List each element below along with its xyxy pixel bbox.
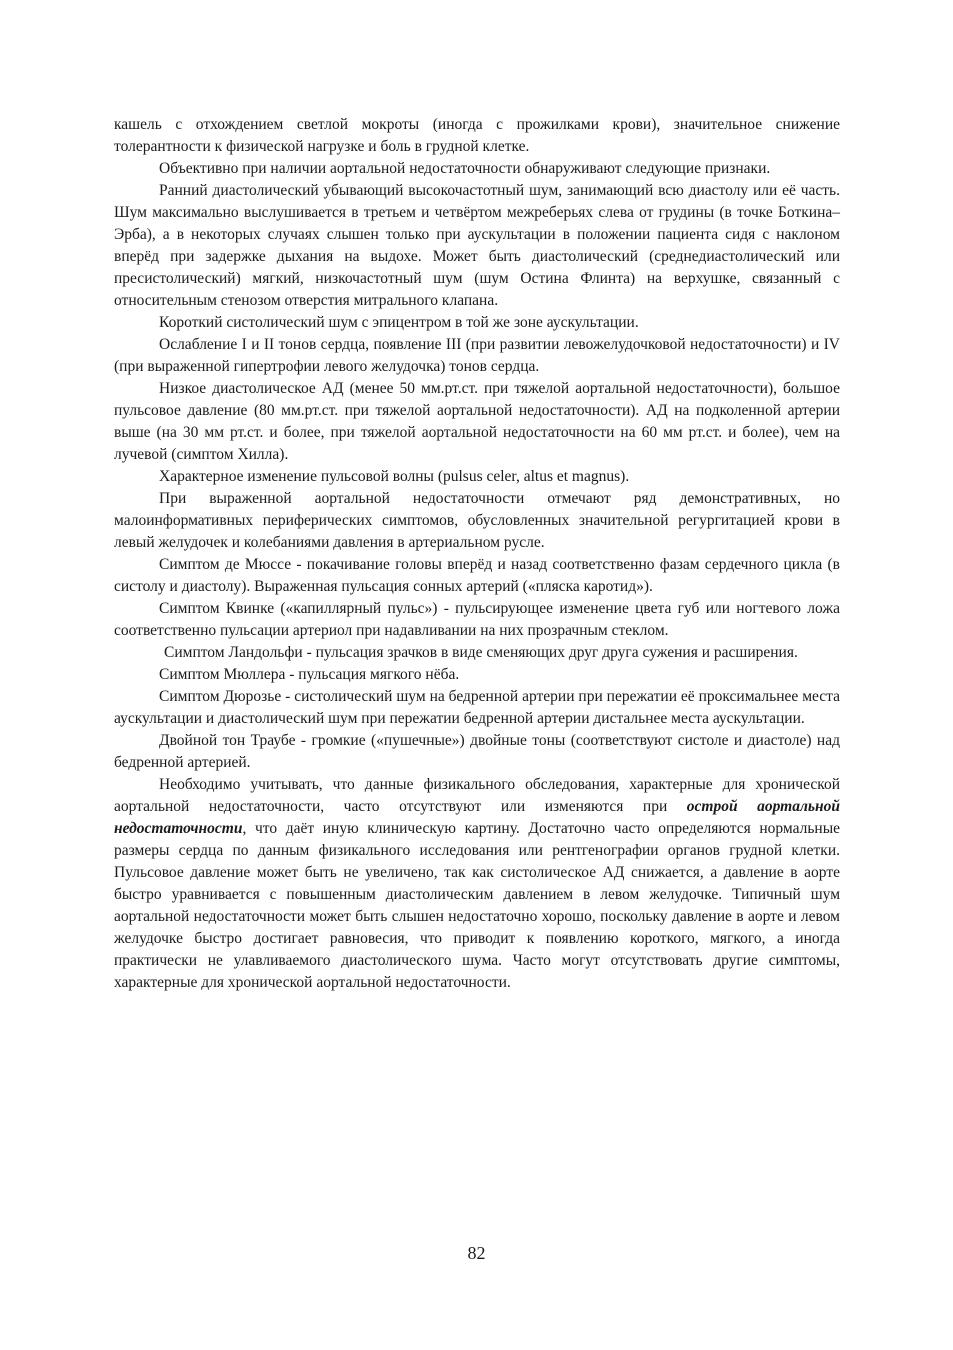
paragraph-landolfi-sign: Симптом Ландольфи - пульсация зрачков в виде сменяющих друг друга сужения и расширения.: [164, 644, 798, 661]
paragraph-musset-sign: Симптом де Мюссе - покачивание головы вперёд и назад соответственно фазам сердечного цикла (в систолу и диастолу). Выраженная пульсация сонных артерий («пляска каротид»).: [114, 556, 840, 595]
page-number: 82: [467, 1243, 486, 1263]
text-segment: Необходимо учитывать, что данные физикального обследования, характерные для хронической аортальной недостаточности, часто отсутствуют или изменяются при: [114, 776, 840, 815]
paragraph-heart-tones: Ослабление I и II тонов сердца, появление III (при развитии левожелудочковой недостаточности) и IV (при выраженной гипертрофии левого желудочка) тонов сердца.: [114, 336, 840, 375]
paragraph-acute-insufficiency: [114, 774, 840, 994]
paragraph-blood-pressure: Низкое диастолическое АД (менее 50 мм.рт.ст. при тяжелой аортальной недостаточности), большое пульсовое давление (80 мм.рт.ст. при тяжелой аортальной недостаточности). АД на подколенной артерии выше (на 30 мм рт.ст. и более, при тяжелой аортальной недостаточности на 60 мм рт.ст. и более), чем на лучевой (симптом Хилла).: [114, 380, 840, 463]
paragraph-traube-sign: Двойной тон Траубе - громкие («пушечные») двойные тоны (соответствуют систоле и диастоле) над бедренной артерией.: [114, 732, 840, 771]
paragraph-muller-sign: Симптом Мюллера - пульсация мягкого нёба.: [159, 666, 460, 683]
emphasis-term: острой аортальной недостаточности: [114, 798, 840, 837]
paragraph-systolic-murmur: Короткий систолический шум с эпицентром в той же зоне аускультации.: [159, 314, 639, 331]
paragraph-quincke-sign: Симптом Квинке («капиллярный пульс») - пульсирующее изменение цвета губ или ногтевого ложа соответственно пульсации артериол при надавливании на них прозрачным стеклом.: [114, 600, 840, 639]
page-body: [114, 114, 840, 994]
paragraph-pulse-wave: Характерное изменение пульсовой волны (pulsus celer, altus et magnus).: [159, 468, 630, 485]
paragraph-continuation: кашель с отхождением светлой мокроты (иногда с прожилками крови), значительное снижение толерантности к физической нагрузке и боль в грудной клетке.: [114, 116, 840, 155]
paragraph-duroziez-sign: Симптом Дюрозье - систолический шум на бедренной артерии при пережатии её проксимальнее места аускультации и диастолический шум при пережатии бедренной артерии дистальнее места аускультации.: [114, 688, 840, 727]
paragraph-objective-signs: Объективно при наличии аортальной недостаточности обнаруживают следующие признаки.: [159, 160, 771, 177]
paragraph-peripheral-symptoms: При выраженной аортальной недостаточности отмечают ряд демонстративных, но малоинформативных периферических симптомов, обусловленных значительной регургитацией крови в левый желудочек и колебаниями давления в артериальном русле.: [114, 490, 840, 551]
text-segment: , что даёт иную клиническую картину. Достаточно часто определяются нормальные размеры сердца по данным физикального исследования или рентгенографии органов грудной клетки. Пульсовое давление может быть не увеличено, так как систолическое АД снижается, а давление в аорте быстро уравнивается с повышенным диастолическим давлением в левом желудочке. Типичный шум аортальной недостаточности может быть слышен недостаточно хорошо, поскольку давление в аорте и левом желудочке быстро достигает равновесия, что приводит к появлению короткого, мягкого, а иногда практически не улавливаемого диастолического шума. Часто могут отсутствовать другие симптомы, характерные для хронической аортальной недостаточности.: [114, 820, 840, 991]
paragraph-diastolic-murmur: Ранний диастолический убывающий высокочастотный шум, занимающий всю диастолу или её часть. Шум максимально выслушивается в третьем и четвёртом межреберьях слева от грудины (в точке Боткина–Эрба), а в некоторых случаях слышен только при аускультации в положении пациента сидя с наклоном вперёд при задержке дыхания на выдохе. Может быть диастолический (среднедиастолический или пресистолический) мягкий, низкочастотный шум (шум Остина Флинта) на верхушке, связанный с относительным стенозом отверстия митрального клапана.: [114, 182, 840, 309]
